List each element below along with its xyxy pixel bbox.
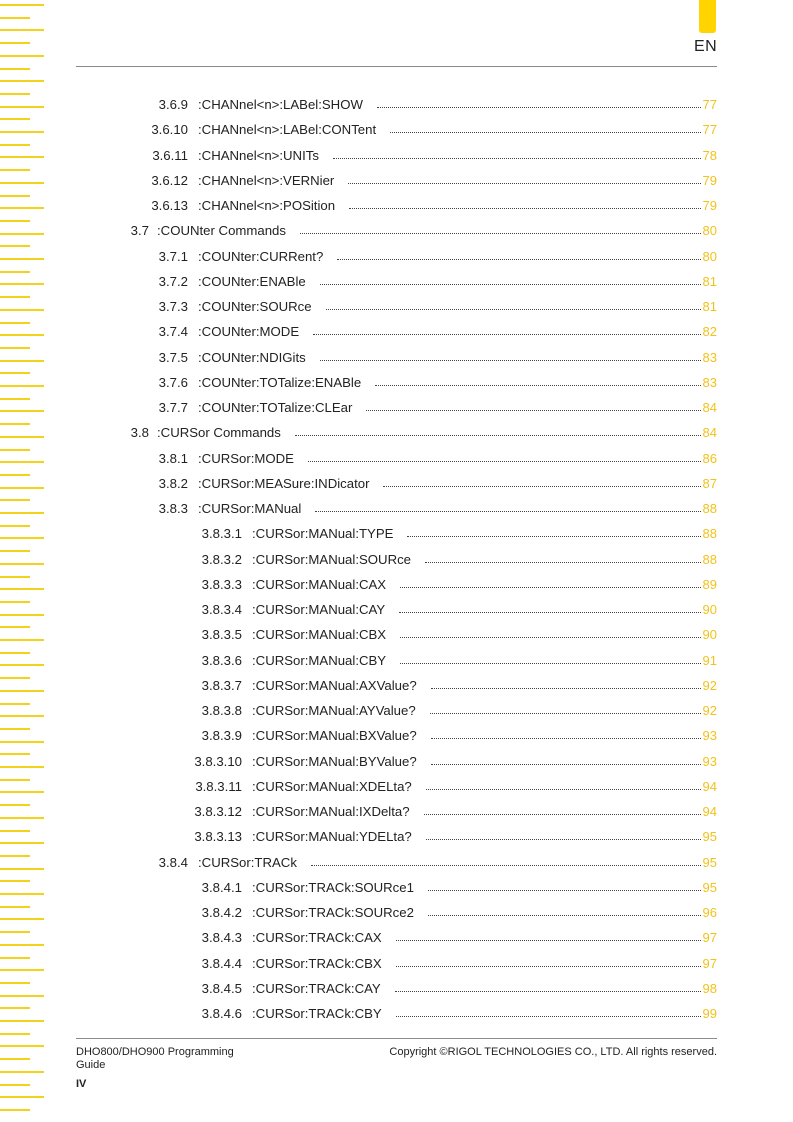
toc-entry-page[interactable]: 92 <box>702 677 717 693</box>
tab-strip-tick <box>0 995 44 997</box>
tab-strip-tick <box>0 1071 44 1073</box>
tab-strip-tick <box>0 918 44 920</box>
toc-entry-title[interactable]: :CHANnel<n>:UNITs <box>198 147 319 163</box>
toc-entry-title[interactable]: :CURSor:TRACk:CBY <box>252 1006 382 1021</box>
toc-entry-title[interactable]: :CHANnel<n>:LABel:SHOW <box>198 97 363 112</box>
toc-entry-number: 3.8.3 <box>158 501 188 516</box>
toc-entry-page[interactable]: 93 <box>702 753 717 769</box>
toc-entry[interactable] <box>150 193 717 213</box>
footer-copyright: Copyright ©RIGOL TECHNOLOGIES CO., LTD. All rights reserved. <box>389 1046 717 1058</box>
toc-entry[interactable] <box>150 269 717 289</box>
toc-entry-number: 3.8.4.3 <box>201 930 242 946</box>
toc-entry-leader <box>333 157 701 159</box>
toc-entry-number: 3.8.4.1 <box>201 879 242 895</box>
toc-entry-number: 3.8.3.6 <box>201 652 242 668</box>
toc-entry-number: 3.7 <box>130 223 149 239</box>
toc-entry-leader <box>424 813 701 815</box>
toc-entry-number: 3.7.3 <box>158 299 188 314</box>
toc-entry-number: 3.8.1 <box>158 450 188 466</box>
toc-entry-page[interactable]: 90 <box>702 627 717 643</box>
toc-entry-page[interactable]: 95 <box>702 879 717 895</box>
toc-entry-title[interactable]: :CURSor:MANual:AXValue? <box>252 677 417 693</box>
toc-entry[interactable] <box>190 749 717 769</box>
tab-strip-tick <box>0 855 30 857</box>
toc-entry-page[interactable]: 95 <box>702 854 717 870</box>
tab-strip-tick <box>0 360 44 362</box>
tab-strip-tick <box>0 690 44 692</box>
footer-doc-title-line1: DHO800/DHO900 Programming <box>76 1046 234 1058</box>
toc-entry-page[interactable]: 77 <box>702 97 717 112</box>
tab-strip-tick <box>0 1058 30 1060</box>
toc-entry-leader <box>407 535 700 537</box>
toc-entry-title[interactable]: :COUNter:ENABle <box>198 273 306 289</box>
header-divider <box>76 66 717 67</box>
toc-entry-leader <box>396 1015 701 1017</box>
toc-entry-page[interactable]: 89 <box>702 576 717 592</box>
toc-entry-leader <box>311 864 701 866</box>
toc-entry-leader <box>425 561 701 563</box>
page-number: IV <box>76 1078 87 1090</box>
tab-strip-tick <box>0 220 30 222</box>
tab-strip-tick <box>0 601 30 603</box>
toc-entry-number: 3.8.3.3 <box>201 576 242 592</box>
tab-strip-tick <box>0 499 30 501</box>
toc-entry[interactable] <box>190 698 717 718</box>
tab-strip-tick <box>0 1033 30 1035</box>
tab-strip-tick <box>0 233 44 235</box>
tab-strip-tick <box>0 436 44 438</box>
toc-entry-leader <box>396 939 701 941</box>
toc-entry-number: 3.7.5 <box>158 349 188 365</box>
toc-entry-title[interactable]: :CURSor:TRACk:CBX <box>252 955 382 971</box>
toc-entry-number: 3.8.3.11 <box>195 778 242 794</box>
toc-entry-number: 3.8.3.9 <box>201 728 242 744</box>
tab-strip-tick <box>0 791 44 793</box>
toc-entry-title[interactable]: :CURSor:MODE <box>198 450 294 466</box>
tab-strip-tick <box>0 537 44 539</box>
toc-entry-leader <box>426 788 701 790</box>
tab-strip-tick <box>0 715 44 717</box>
toc-entry-leader <box>337 258 700 260</box>
toc-entry-title[interactable]: :CURSor:TRACk <box>198 854 297 870</box>
toc-entry-title[interactable]: :CURSor:TRACk:CAX <box>252 930 382 946</box>
toc-entry-leader <box>377 106 701 108</box>
toc-entry-leader <box>315 510 700 512</box>
toc-entry[interactable] <box>190 622 717 642</box>
tab-strip-tick <box>0 626 30 628</box>
tab-strip-tick <box>0 817 44 819</box>
toc-entry-page[interactable]: 81 <box>702 273 717 289</box>
tab-strip-tick <box>0 664 44 666</box>
tab-strip-tick <box>0 487 44 489</box>
toc-entry-number: 3.7.6 <box>158 374 188 390</box>
toc-entry-leader <box>400 662 700 664</box>
toc-entry[interactable] <box>150 143 717 163</box>
tab-strip-tick <box>0 842 44 844</box>
tab-strip-tick <box>0 576 30 578</box>
tab-strip-tick <box>0 347 30 349</box>
tab-strip-tick <box>0 804 30 806</box>
toc-entry[interactable] <box>150 370 717 390</box>
toc-entry-page[interactable]: 97 <box>702 955 717 971</box>
tab-strip-tick <box>0 118 30 120</box>
tab-strip-tick <box>0 42 30 44</box>
tab-strip-tick <box>0 169 30 171</box>
toc-entry-number: 3.8.4.5 <box>201 980 242 996</box>
toc-entry-leader <box>320 283 701 285</box>
side-tab-strip <box>0 0 48 1122</box>
toc-entry[interactable] <box>127 420 717 440</box>
toc-entry-number: 3.6.13 <box>151 198 188 213</box>
tab-strip-tick <box>0 982 30 984</box>
toc-entry-page[interactable]: 87 <box>702 475 717 491</box>
toc-entry-leader <box>390 131 700 133</box>
tab-strip-tick <box>0 944 44 946</box>
toc-entry-leader <box>400 586 700 588</box>
tab-strip-tick <box>0 868 44 870</box>
toc-entry[interactable] <box>150 345 717 365</box>
toc-entry-number: 3.8.4.2 <box>201 905 242 920</box>
tab-strip-tick <box>0 309 44 311</box>
toc-entry-page[interactable]: 82 <box>702 324 717 340</box>
tab-strip-tick <box>0 449 30 451</box>
toc-entry-leader <box>431 763 701 765</box>
tab-strip-tick <box>0 563 44 565</box>
toc-entry-leader <box>426 838 701 840</box>
tab-strip-tick <box>0 106 44 108</box>
toc-entry-title[interactable]: :CURSor:MANual:SOURce <box>252 551 412 567</box>
toc-entry[interactable] <box>190 900 717 920</box>
toc-entry-page[interactable]: 84 <box>702 425 717 441</box>
toc-entry-page[interactable]: 84 <box>702 400 717 415</box>
toc-entry-title[interactable]: :COUNter:TOTalize:CLEar <box>198 400 353 415</box>
toc-entry-leader <box>395 990 701 992</box>
toc-entry[interactable] <box>190 572 717 592</box>
toc-entry-leader <box>326 308 701 310</box>
tab-strip-tick <box>0 1020 44 1022</box>
toc-entry[interactable] <box>190 925 717 945</box>
tab-strip-tick <box>0 258 44 260</box>
tab-strip-tick <box>0 29 44 31</box>
tab-strip-tick <box>0 334 44 336</box>
tab-strip-tick <box>0 969 44 971</box>
toc-entry-leader <box>383 485 700 487</box>
toc-entry-number: 3.6.10 <box>151 122 188 138</box>
toc-entry-leader <box>431 687 701 689</box>
toc-entry-leader <box>430 712 701 714</box>
toc-entry-title[interactable]: :CHANnel<n>:LABel:CONTent <box>198 122 377 138</box>
tab-strip-tick <box>0 474 30 476</box>
toc-entry-page[interactable]: 95 <box>702 829 717 845</box>
toc-entry[interactable] <box>150 850 717 870</box>
toc-entry[interactable] <box>190 976 717 996</box>
toc-entry-page[interactable]: 79 <box>702 172 717 188</box>
toc-entry-page[interactable]: 78 <box>702 147 717 163</box>
tab-strip-tick <box>0 245 30 247</box>
toc-entry[interactable] <box>150 244 717 264</box>
toc-entry[interactable] <box>150 294 717 314</box>
toc-entry-number: 3.8.2 <box>158 475 188 491</box>
tab-strip-tick <box>0 639 44 641</box>
toc-entry-page[interactable]: 96 <box>702 905 717 920</box>
toc-entry-number: 3.8.3.2 <box>201 551 242 567</box>
tab-strip-tick <box>0 4 44 6</box>
toc-entry-number: 3.7.7 <box>158 400 188 415</box>
tab-strip-tick <box>0 17 30 19</box>
toc-entry-number: 3.8 <box>130 425 149 441</box>
toc-entry-title[interactable]: :COUNter:SOURce <box>198 299 312 314</box>
tab-strip-tick <box>0 830 30 832</box>
toc-entry-leader <box>428 914 701 916</box>
toc-entry[interactable] <box>150 319 717 339</box>
toc-entry-title[interactable]: :COUNter Commands <box>157 223 286 239</box>
toc-entry-title[interactable]: :COUNter:MODE <box>198 324 300 340</box>
toc-entry[interactable] <box>150 471 717 491</box>
toc-entry-title[interactable]: :COUNter:TOTalize:ENABle <box>198 374 362 390</box>
tab-strip-tick <box>0 207 44 209</box>
toc-entry-title[interactable]: :CURSor:MANual:CAY <box>252 602 386 617</box>
toc-entry-number: 3.7.4 <box>158 324 188 340</box>
toc-entry-leader <box>300 232 701 234</box>
tab-strip-tick <box>0 1084 30 1086</box>
toc-entry-number: 3.6.9 <box>158 97 188 112</box>
toc-entry-title[interactable]: :CHANnel<n>:POSition <box>198 198 336 213</box>
tab-strip-tick <box>0 68 30 70</box>
toc-entry-page[interactable]: 91 <box>702 652 717 668</box>
toc-entry-title[interactable]: :CURSor Commands <box>157 425 281 441</box>
toc-entry-number: 3.8.3.4 <box>201 602 242 617</box>
toc-entry[interactable] <box>190 673 717 693</box>
toc-entry[interactable] <box>190 799 717 819</box>
toc-entry-leader <box>308 460 701 462</box>
toc-entry-number: 3.8.3.13 <box>194 829 242 845</box>
tab-strip-tick <box>0 1007 30 1009</box>
tab-strip-tick <box>0 80 44 82</box>
footer-doc-title-line2: Guide <box>76 1059 106 1071</box>
tab-strip-tick <box>0 931 30 933</box>
tab-strip-tick <box>0 741 44 743</box>
toc-entry[interactable] <box>190 648 717 668</box>
toc-entry-leader <box>320 359 701 361</box>
toc-entry[interactable] <box>190 723 717 743</box>
toc-entry-page[interactable]: 88 <box>702 551 717 567</box>
tab-strip-tick <box>0 703 30 705</box>
toc-entry-page[interactable]: 94 <box>702 778 717 794</box>
tab-strip-tick <box>0 423 30 425</box>
toc-entry-number: 3.8.3.8 <box>201 703 242 718</box>
toc-entry-leader <box>295 434 701 436</box>
toc-entry-number: 3.8.4.6 <box>201 1006 242 1021</box>
toc-entry-number: 3.8.4.4 <box>201 955 242 971</box>
tab-strip-tick <box>0 93 30 95</box>
tab-strip-tick <box>0 893 44 895</box>
tab-strip-tick <box>0 779 30 781</box>
toc-entry-title[interactable]: :CURSor:MEASure:INDicator <box>198 475 370 491</box>
toc-entry[interactable] <box>127 218 717 238</box>
tab-strip-tick <box>0 550 30 552</box>
tab-strip-tick <box>0 195 30 197</box>
tab-strip-tick <box>0 766 44 768</box>
tab-strip-tick <box>0 677 30 679</box>
toc-entry[interactable] <box>190 824 717 844</box>
toc-entry-page[interactable]: 80 <box>702 248 717 264</box>
toc-entry[interactable] <box>150 446 717 466</box>
tab-strip-tick <box>0 1096 44 1098</box>
toc-entry-title[interactable]: :COUNter:CURRent? <box>198 248 324 264</box>
tab-strip-tick <box>0 957 30 959</box>
tab-strip-tick <box>0 55 44 57</box>
tab-strip-tick <box>0 880 30 882</box>
toc-entry[interactable] <box>190 774 717 794</box>
toc-entry-page[interactable]: 80 <box>702 223 717 239</box>
toc-entry-title[interactable]: :CURSor:MANual:CAX <box>252 576 387 592</box>
toc-entry-leader <box>375 384 700 386</box>
tab-strip-tick <box>0 398 30 400</box>
toc-entry-title[interactable]: :CURSor:TRACk:CAY <box>252 980 381 996</box>
tab-strip-tick <box>0 144 30 146</box>
toc-entry-title[interactable]: :CURSor:MANual:BYValue? <box>252 753 417 769</box>
toc-entry-number: 3.6.11 <box>152 147 188 163</box>
tab-strip-tick <box>0 385 44 387</box>
toc-entry-leader <box>428 889 701 891</box>
toc-entry-number: 3.8.3.1 <box>201 526 242 542</box>
toc-entry[interactable] <box>190 597 717 617</box>
toc-entry-number: 3.8.3.10 <box>194 753 242 769</box>
tab-strip-tick <box>0 283 44 285</box>
tab-strip-tick <box>0 296 30 298</box>
tab-strip-tick <box>0 906 30 908</box>
toc-entry-leader <box>349 207 700 209</box>
toc-entry-page[interactable]: 90 <box>702 602 717 617</box>
toc-entry-number: 3.8.3.7 <box>201 677 242 693</box>
tab-strip-tick <box>0 588 44 590</box>
toc-entry-leader <box>396 965 701 967</box>
language-tab-label: EN <box>694 38 718 55</box>
toc-entry[interactable] <box>190 547 717 567</box>
toc-entry[interactable] <box>190 1001 717 1021</box>
toc-entry-leader <box>431 737 701 739</box>
tab-strip-tick <box>0 614 44 616</box>
toc-entry-title[interactable]: :COUNter:NDIGits <box>198 349 306 365</box>
toc-entry-page[interactable]: 97 <box>702 930 717 946</box>
tab-strip-tick <box>0 753 30 755</box>
toc-entry-page[interactable]: 77 <box>702 122 717 138</box>
toc-entry-number: 3.7.1 <box>158 248 188 264</box>
tab-strip-tick <box>0 728 30 730</box>
tab-strip-tick <box>0 156 44 158</box>
toc-entry-page[interactable]: 98 <box>702 980 717 996</box>
toc-entry-number: 3.8.4 <box>158 854 188 870</box>
tab-strip-tick <box>0 512 44 514</box>
toc-entry-page[interactable]: 94 <box>702 804 717 819</box>
toc-entry[interactable] <box>150 496 717 516</box>
toc-entry-title[interactable]: :CURSor:TRACk:SOURce2 <box>252 905 414 920</box>
toc-entry-page[interactable]: 86 <box>702 450 717 466</box>
toc-entry-leader <box>399 611 700 613</box>
toc-entry-leader <box>366 409 700 411</box>
toc-entry-title[interactable]: :CURSor:MANual:BXValue? <box>252 728 417 744</box>
toc-entry[interactable] <box>150 117 717 137</box>
tab-strip-tick <box>0 182 44 184</box>
toc-entry[interactable] <box>190 521 717 541</box>
tab-strip-tick <box>0 652 30 654</box>
toc-entry-page[interactable]: 79 <box>702 198 717 213</box>
toc-entry[interactable] <box>150 92 717 112</box>
toc-entry-title[interactable]: :CURSor:MANual:CBX <box>252 627 387 643</box>
footer-doc-title <box>76 1046 234 1072</box>
tab-strip-tick <box>0 322 30 324</box>
toc-entry-number: 3.6.12 <box>151 172 188 188</box>
toc-entry-title[interactable]: :CURSor:MANual:YDELta? <box>252 829 412 845</box>
toc-entry-title[interactable]: :CURSor:MANual:CBY <box>252 652 387 668</box>
language-tab-marker <box>699 0 716 33</box>
toc-entry[interactable] <box>150 168 717 188</box>
tab-strip-tick <box>0 372 30 374</box>
toc-entry-page[interactable]: 83 <box>702 374 717 390</box>
toc-entry-leader <box>313 333 700 335</box>
toc-entry-number: 3.8.3.5 <box>201 627 242 643</box>
toc-entry[interactable] <box>190 875 717 895</box>
toc-entry-page[interactable]: 99 <box>702 1006 717 1021</box>
footer-divider <box>76 1038 717 1039</box>
toc-entry-page[interactable]: 88 <box>702 501 717 516</box>
tab-strip-tick <box>0 131 44 133</box>
toc-entry-title[interactable]: :CURSor:MANual:AYValue? <box>252 703 416 718</box>
tab-strip-tick <box>0 1109 30 1111</box>
toc-entry-page[interactable]: 81 <box>702 299 717 314</box>
toc-entry-title[interactable]: :CURSor:MANual:TYPE <box>252 526 394 542</box>
tab-strip-tick <box>0 461 44 463</box>
toc-entry-leader <box>400 636 700 638</box>
toc-entry-number: 3.8.3.12 <box>194 804 242 819</box>
toc-entry-title[interactable]: :CURSor:TRACk:SOURce1 <box>252 879 414 895</box>
toc-entry-page[interactable]: 92 <box>702 703 717 718</box>
tab-strip-tick <box>0 1045 44 1047</box>
tab-strip-tick <box>0 410 44 412</box>
toc-entry-page[interactable]: 88 <box>702 526 717 542</box>
toc-entry[interactable] <box>150 395 717 415</box>
tab-strip-tick <box>0 525 30 527</box>
toc-entry-leader <box>348 182 700 184</box>
toc-entry-title[interactable]: :CURSor:MANual <box>198 501 302 516</box>
toc-entry-page[interactable]: 83 <box>702 349 717 365</box>
toc-entry[interactable] <box>190 951 717 971</box>
toc-entry-number: 3.7.2 <box>158 273 188 289</box>
tab-strip-tick <box>0 271 30 273</box>
toc-entry-title[interactable]: :CURSor:MANual:IXDelta? <box>252 804 410 819</box>
toc-entry-title[interactable]: :CHANnel<n>:VERNier <box>198 172 335 188</box>
toc-entry-page[interactable]: 93 <box>702 728 717 744</box>
toc-entry-title[interactable]: :CURSor:MANual:XDELta? <box>252 778 412 794</box>
